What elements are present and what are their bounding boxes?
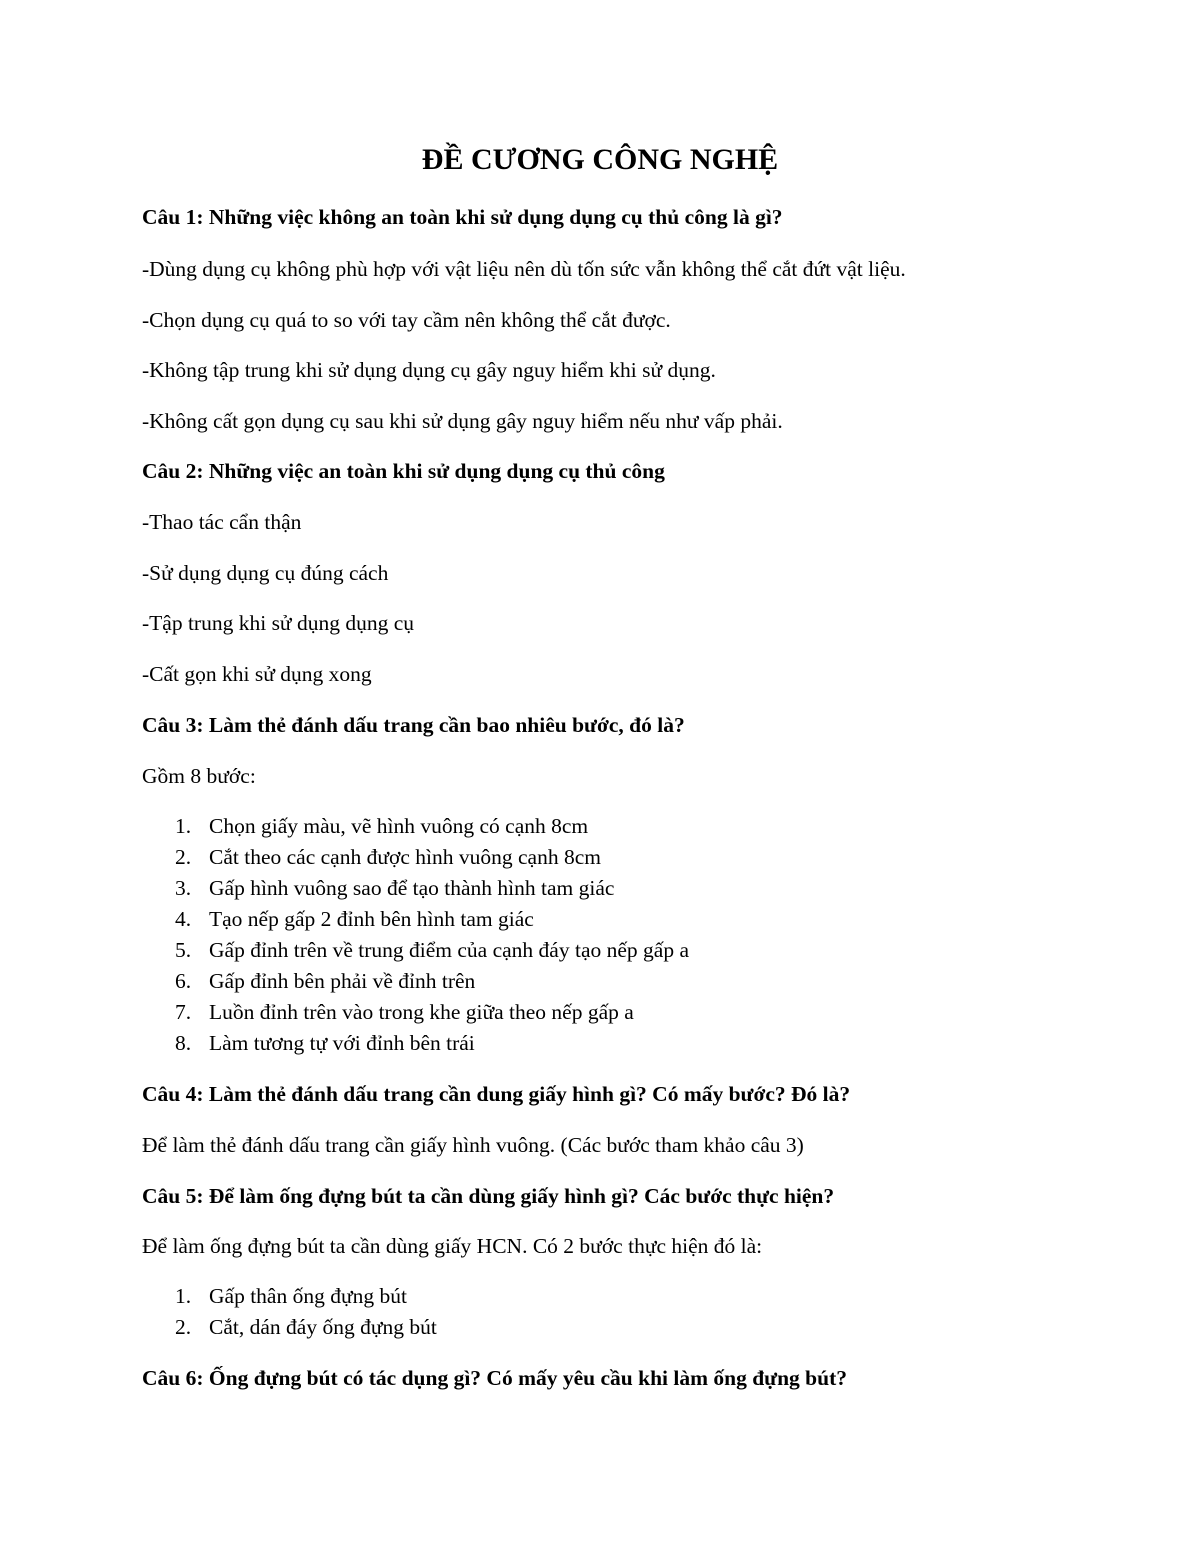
list-text: Cắt theo các cạnh được hình vuông cạnh 8cm <box>209 845 601 869</box>
question-4-heading: Câu 4: Làm thẻ đánh dấu trang cần dung giấy hình gì? Có mấy bước? Đó là? <box>142 1082 851 1106</box>
list-number: 5. <box>175 938 192 962</box>
question-1-heading: Câu 1: Những việc không an toàn khi sử dụng dụng cụ thủ công là gì? <box>142 205 783 229</box>
list-text: Gấp thân ống đựng bút <box>209 1284 407 1308</box>
question-3-step-7 <box>175 998 634 1026</box>
document-title: ĐỀ CƯƠNG CÔNG NGHỆ <box>421 143 779 176</box>
list-text: Cắt, dán đáy ống đựng bút <box>209 1315 437 1339</box>
question-2-line-4: -Cất gọn khi sử dụng xong <box>142 662 372 686</box>
question-2-line-2: -Sử dụng dụng cụ đúng cách <box>142 561 389 585</box>
question-3-heading: Câu 3: Làm thẻ đánh dấu trang cần bao nhiêu bước, đó là? <box>142 713 685 737</box>
question-6-heading: Câu 6: Ống đựng bút có tác dụng gì? Có mấy yêu cầu khi làm ống đựng bút? <box>142 1366 847 1390</box>
question-3-step-3 <box>175 874 614 902</box>
question-3-step-5 <box>175 936 689 964</box>
list-number: 3. <box>175 876 192 900</box>
list-number: 2. <box>175 845 192 869</box>
question-5-answer: Để làm ống đựng bút ta cần dùng giấy HCN. Có 2 bước thực hiện đó là: <box>142 1234 763 1258</box>
list-number: 6. <box>175 969 192 993</box>
question-5-heading: Câu 5: Để làm ống đựng bút ta cần dùng giấy hình gì? Các bước thực hiện? <box>142 1184 835 1208</box>
question-1-line-4: -Không cất gọn dụng cụ sau khi sử dụng gây nguy hiểm nếu như vấp phải. <box>142 409 783 433</box>
list-text: Gấp hình vuông sao để tạo thành hình tam giác <box>209 876 615 900</box>
list-text: Làm tương tự với đỉnh bên trái <box>209 1031 475 1055</box>
question-2-line-1: -Thao tác cẩn thận <box>142 510 302 534</box>
question-3-step-2 <box>175 843 601 871</box>
question-3-step-1 <box>175 812 588 840</box>
question-3-step-4 <box>175 905 534 933</box>
question-3-step-6 <box>175 967 475 995</box>
question-3-intro: Gồm 8 bước: <box>142 764 256 788</box>
question-4-answer: Để làm thẻ đánh dấu trang cần giấy hình vuông. (Các bước tham khảo câu 3) <box>142 1133 804 1157</box>
list-text: Gấp đỉnh trên về trung điểm của cạnh đáy tạo nếp gấp a <box>209 938 689 962</box>
list-number: 1. <box>175 814 192 838</box>
question-3-step-8 <box>175 1029 475 1057</box>
list-text: Luồn đỉnh trên vào trong khe giữa theo nếp gấp a <box>209 1000 634 1024</box>
list-text: Gấp đỉnh bên phải về đỉnh trên <box>209 969 476 993</box>
list-number: 4. <box>175 907 192 931</box>
list-number: 1. <box>175 1284 192 1308</box>
question-1-line-2: -Chọn dụng cụ quá to so với tay cầm nên không thể cắt được. <box>142 308 671 332</box>
list-number: 7. <box>175 1000 192 1024</box>
question-1-line-3: -Không tập trung khi sử dụng dụng cụ gây nguy hiểm khi sử dụng. <box>142 358 716 382</box>
question-1-line-1: -Dùng dụng cụ không phù hợp với vật liệu nên dù tốn sức vẫn không thể cắt đứt vật liệu. <box>142 257 906 281</box>
list-number: 2. <box>175 1315 192 1339</box>
question-2-line-3: -Tập trung khi sử dụng dụng cụ <box>142 611 415 635</box>
list-number: 8. <box>175 1031 192 1055</box>
question-5-step-1 <box>175 1282 407 1310</box>
list-text: Tạo nếp gấp 2 đỉnh bên hình tam giác <box>209 907 534 931</box>
question-5-step-2 <box>175 1313 437 1341</box>
question-2-heading: Câu 2: Những việc an toàn khi sử dụng dụng cụ thủ công <box>142 459 665 483</box>
list-text: Chọn giấy màu, vẽ hình vuông có cạnh 8cm <box>209 814 589 838</box>
